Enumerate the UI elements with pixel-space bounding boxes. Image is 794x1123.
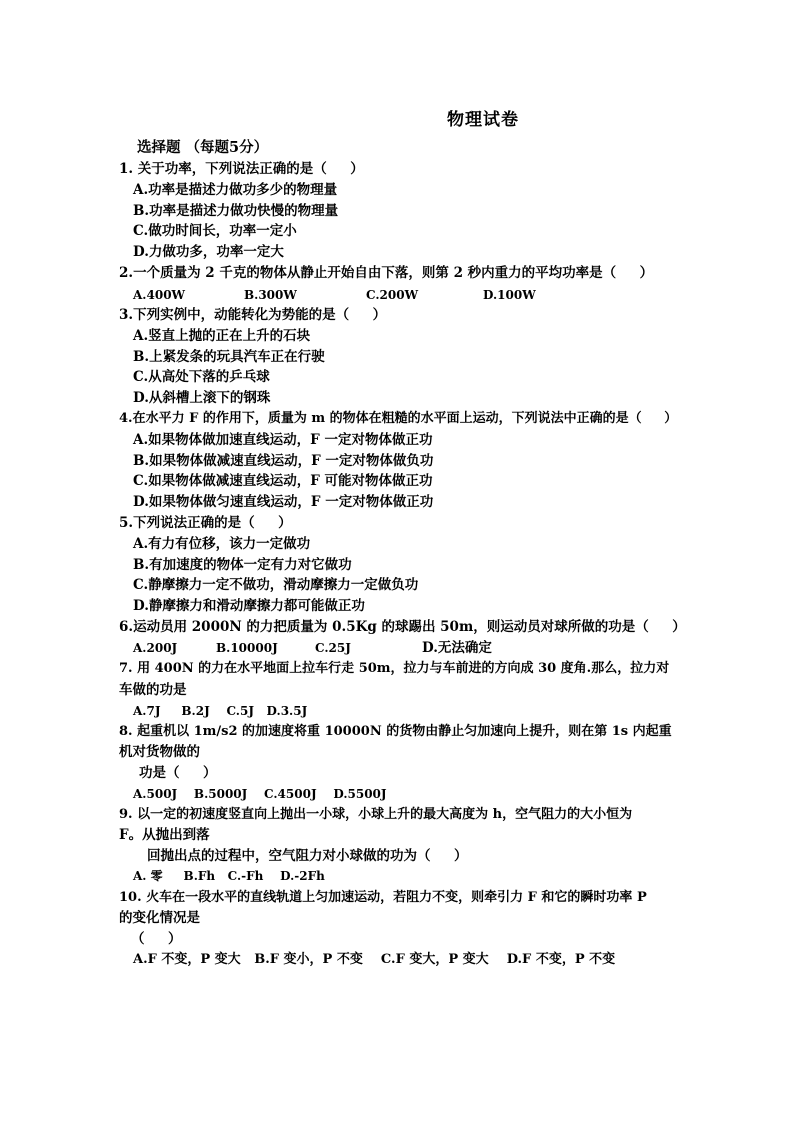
question-8-stem-line-3: 功是（ ） [139,765,217,781]
question-8-stem-line-1: 8. 起重机以 1m/s2 的加速度将重 10000N 的货物由静止匀加速向上提升，则在第 1s 内起重 [119,724,672,739]
question-4-stem: 4.在水平力 F 的作用下，质量为 m 的物体在粗糙的水平面上运动，下列说法中正确的是（ ） [119,411,678,426]
question-3-option-a: A.竖直上抛的正在上升的石块 [133,328,311,344]
question-9-options: A. 零 B.Fh C.-Fh D.-2Fh [133,869,325,883]
question-5-option-d: D.静摩擦力和滑动摩擦力都可能做正功 [133,598,365,614]
question-4-option-d: D.如果物体做匀速直线运动，F 一定对物体做正功 [133,494,434,510]
question-5-stem: 5.下列说法正确的是（ ） [119,515,292,531]
question-7-stem-line-2: 车做的功是 [119,682,187,698]
question-9-stem-line-1: 9. 以一定的初速度竖直向上抛出一小球，小球上升的最大高度为 h，空气阻力的大小恒为 [119,807,633,822]
question-3-option-c: C.从高处下落的乒乓球 [133,369,270,385]
question-2-option-c: C.200W [366,288,419,302]
question-7-options: A.7J B.2J C.5J D.3.5J [133,704,308,718]
page-title: 物理试卷 [447,110,519,130]
question-2-option-b: B.300W [244,288,297,302]
question-9-stem-line-2: F。从抛出到落 [119,827,210,843]
question-1-option-b: B.功率是描述力做功快慢的物理量 [133,203,339,219]
question-6-options [133,640,693,656]
question-6-option-d: D.无法确定 [422,640,492,656]
question-6-option-a: A.200J [133,641,178,655]
question-1-option-d: D.力做功多，功率一定大 [133,244,284,260]
question-8-stem-line-2: 机对货物做的 [119,744,200,760]
question-3-option-d: D.从斜槽上滚下的钢珠 [133,390,271,406]
question-6-option-c: C.25J [315,641,351,655]
question-5-option-b: B.有加速度的物体一定有力对它做功 [133,557,352,573]
question-2-options [133,287,693,303]
question-1-stem: 1. 关于功率，下列说法正确的是（ ） [119,161,364,177]
question-10-stem-line-2: 的变化情况是 [119,910,200,926]
question-1-option-c: C.做功时间长，功率一定小 [133,223,297,239]
question-2-option-d: D.100W [483,288,536,302]
question-6-option-b: B.10000J [216,641,278,655]
question-8-options: A.500J B.5000J C.4500J D.5500J [133,787,387,801]
question-5-option-a: A.有力有位移，该力一定做功 [133,536,311,552]
question-6-stem: 6.运动员用 2000N 的力把质量为 0.5Kg 的球踢出 50m，则运动员对球所做的功是（ ） [119,619,686,635]
section-heading: 选择题 （每题5分） [137,139,269,156]
question-1-option-a: A.功率是描述力做功多少的物理量 [133,182,338,198]
question-5-option-c: C.静摩擦力一定不做功，滑动摩擦力一定做负功 [133,577,419,593]
question-3-stem: 3.下列实例中，动能转化为势能的是（ ） [119,307,387,323]
question-2-stem: 2.一个质量为 2 千克的物体从静止开始自由下落，则第 2 秒内重力的平均功率是（ ） [119,265,654,281]
question-10-stem-line-1: 10. 火车在一段水平的直线轨道上匀加速运动，若阻力不变，则牵引力 F 和它的瞬时功率 P [119,890,647,905]
question-2-option-a: A.400W [133,288,186,302]
question-10-stem-line-3: （ ） [131,931,182,947]
question-7-stem-line-1: 7. 用 400N 的力在水平地面上拉车行走 50m，拉力与车前进的方向成 30 度角.那么，拉力对 [119,661,670,676]
question-4-option-a: A.如果物体做加速直线运动，F 一定对物体做正功 [133,432,433,448]
question-4-option-c: C.如果物体做减速直线运动，F 可能对物体做正功 [133,473,433,489]
question-3-option-b: B.上紧发条的玩具汽车正在行驶 [133,349,325,365]
question-4-option-b: B.如果物体做减速直线运动，F 一定对物体做负功 [133,453,434,469]
question-9-stem-line-3: 回抛出点的过程中，空气阻力对小球做的功为（ ） [147,848,468,864]
question-10-options: A.F 不变，P 变大 B.F 变小，P 不变 C.F 变大，P 变大 D.F 不变，P 不变 [133,952,616,967]
